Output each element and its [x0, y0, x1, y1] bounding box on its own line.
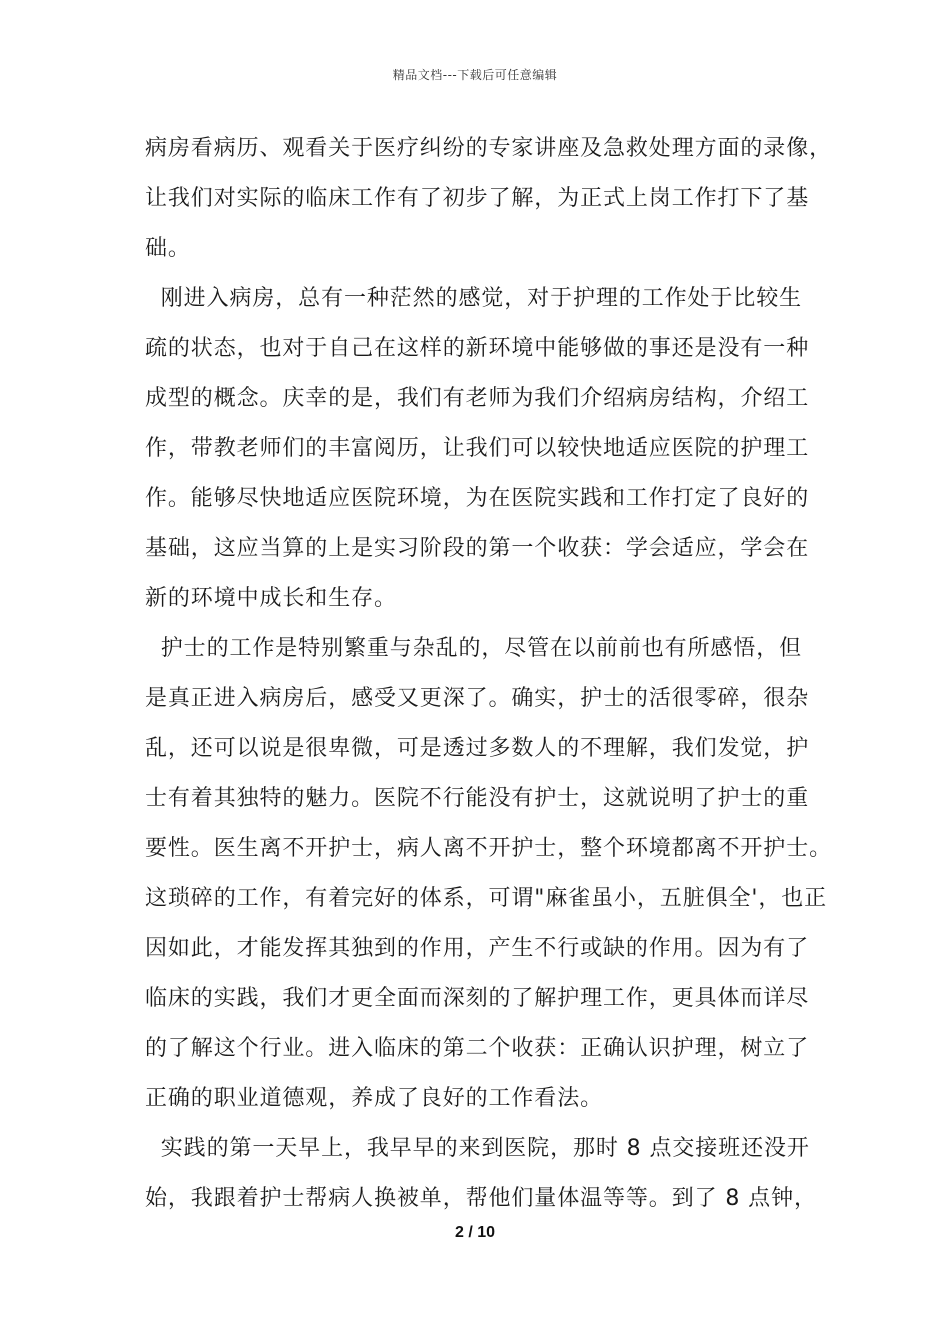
- text-line: 始，我跟着护士帮病人换被单，帮他们量体温等等。到了 8 点钟，: [145, 1186, 817, 1211]
- text-line: 刚进入病房，总有一种茫然的感觉，对于护理的工作处于比较生: [145, 286, 802, 311]
- text-line: 作，带教老师们的丰富阅历，让我们可以较快地适应医院的护理工: [145, 436, 810, 461]
- text-line: 基础，这应当算的上是实习阶段的第一个收获：学会适应，学会在: [145, 536, 810, 561]
- text-line: 让我们对实际的临床工作有了初步了解，为正式上岗工作打下了基: [145, 186, 810, 211]
- text-line: 士有着其独特的魅力。医院不行能没有护士，这就说明了护士的重: [145, 786, 810, 811]
- text-line: 要性。医生离不开护士，病人离不开护士，整个环境都离不开护士。: [145, 836, 833, 861]
- text-line: 的了解这个行业。进入临床的第二个收获：正确认识护理，树立了: [145, 1036, 810, 1061]
- text-line: 疏的状态，也对于自己在这样的新环境中能够做的事还是没有一种: [145, 336, 810, 361]
- text-line: 正确的职业道德观，养成了良好的工作看法。: [145, 1086, 604, 1111]
- text-line: 是真正进入病房后，感受又更深了。确实，护士的活很零碎，很杂: [145, 686, 810, 711]
- text-line: 乱，还可以说是很卑微，可是透过多数人的不理解，我们发觉，护: [145, 736, 810, 761]
- text-line: 成型的概念。庆幸的是，我们有老师为我们介绍病房结构，介绍工: [145, 386, 810, 411]
- page-number: 2 / 10: [454, 1224, 496, 1241]
- text-line: 病房看病历、观看关于医疗纠纷的专家讲座及急救处理方面的录像，: [145, 136, 833, 161]
- text-line: 础。: [145, 236, 191, 261]
- text-line: 新的环境中成长和生存。: [145, 586, 397, 611]
- text-line: 实践的第一天早上，我早早的来到医院，那时 8 点交接班还没开: [145, 1136, 810, 1161]
- text-line: 作。能够尽快地适应医院环境，为在医院实践和工作打定了良好的: [145, 486, 810, 511]
- text-line: 这琐碎的工作，有着完好的体系，可谓"麻雀虽小，五脏俱全'，也正: [145, 886, 828, 911]
- text-line: 临床的实践，我们才更全面而深刻的了解护理工作，更具体而详尽: [145, 986, 810, 1011]
- text-line: 护士的工作是特别繁重与杂乱的，尽管在以前前也有所感悟，但: [145, 636, 802, 661]
- document-body: [145, 124, 833, 1224]
- page-header: 精品文档---下载后可任意编辑: [392, 68, 558, 82]
- text-line: 因如此，才能发挥其独到的作用，产生不行或缺的作用。因为有了: [145, 936, 810, 961]
